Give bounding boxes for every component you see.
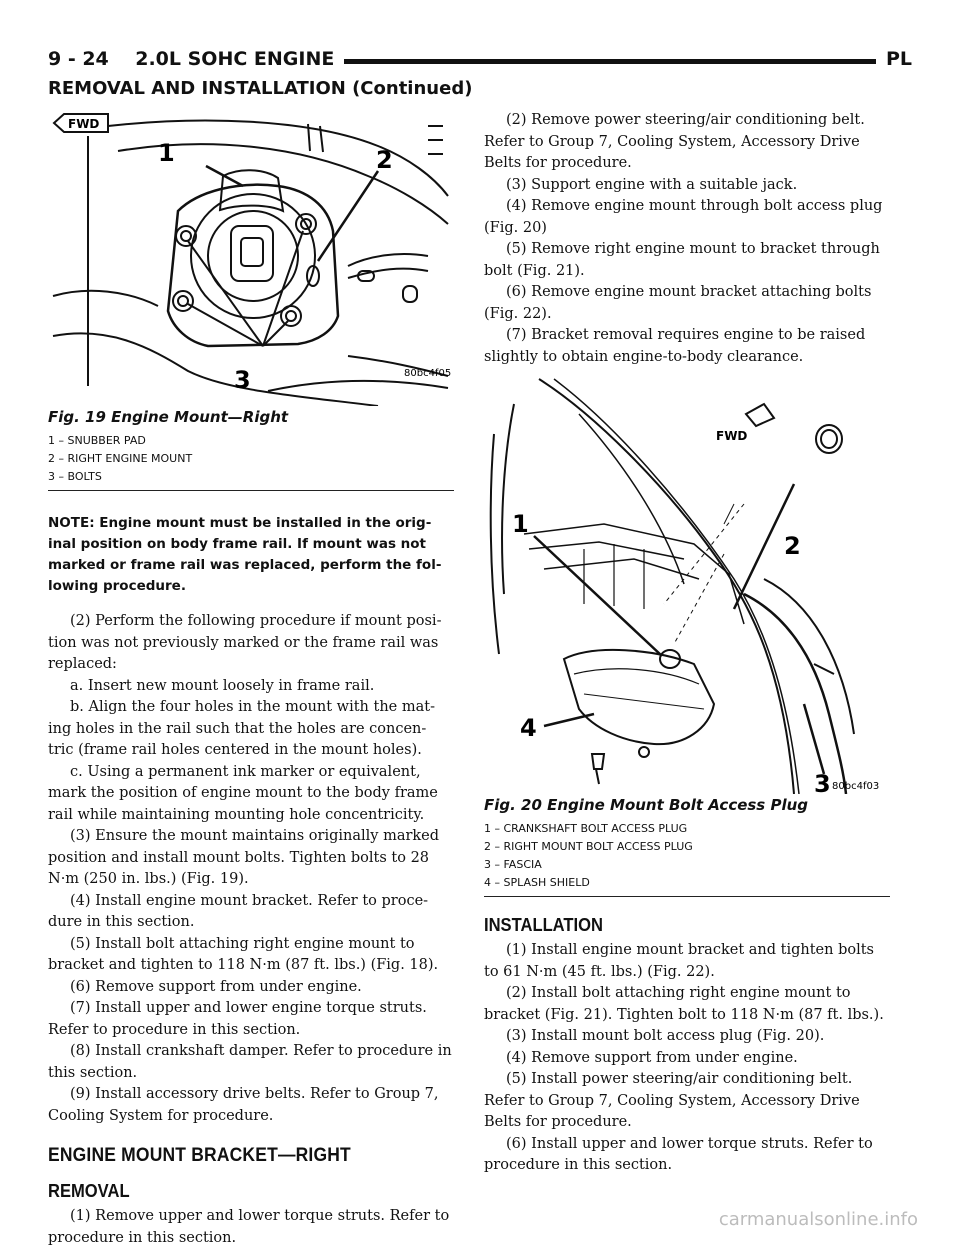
figure-20-legend	[484, 820, 890, 892]
step-paragraph: a. Insert new mount loosely in frame rail.	[70, 677, 375, 694]
step-paragraph: c. Using a permanent ink marker or equivalent, mark the position of engine mount to the body frame rail while maintaining mounting hole concentricity.	[48, 763, 438, 823]
callout-3: 3	[234, 366, 251, 394]
callout-3: 3	[814, 770, 831, 794]
step-paragraph: b. Align the four holes in the mount with the mat- ing holes in the rail such that the holes are concen- tric (frame rail holes centered in the mount holes).	[48, 699, 435, 758]
step-paragraph: (3) Ensure the mount maintains originally marked position and install mount bolts. Tighten bolts to 28 N·m (250 in. lbs.) (Fig. 19).	[48, 828, 440, 887]
step-paragraph: (3) Support engine with a suitable jack.	[506, 176, 798, 193]
fwd-label: FWD	[68, 117, 100, 131]
figure-19	[48, 106, 454, 491]
figure-20-caption: Fig. 20 Engine Mount Bolt Access Plug	[484, 796, 809, 814]
left-column	[48, 106, 454, 1249]
fwd-arrow-icon	[54, 114, 108, 132]
step-paragraph: (8) Install crankshaft damper. Refer to procedure in this section.	[48, 1043, 452, 1081]
legend-item: 1 – CRANKSHAFT BOLT ACCESS PLUG	[484, 822, 688, 835]
watermark: carmanualsonline.info	[718, 1209, 918, 1230]
figure-19-legend	[48, 432, 454, 486]
legend-item: 4 – SPLASH SHIELD	[484, 876, 590, 889]
step-paragraph: (4) Remove support from under engine.	[506, 1049, 798, 1066]
access-plug-illustration	[484, 374, 890, 794]
step-paragraph: (5) Install power steering/air conditioning belt. Refer to Group 7, Cooling System, Accessory Drive Belts for procedure.	[484, 1071, 860, 1130]
step-paragraph: (7) Install upper and lower engine torque struts. Refer to procedure in this section.	[48, 1000, 427, 1038]
model-code: PL	[876, 48, 912, 70]
step-paragraph: (9) Install accessory drive belts. Refer to Group 7, Cooling System for procedure.	[48, 1086, 439, 1124]
page-header	[48, 46, 912, 76]
legend-item: 2 – RIGHT MOUNT BOLT ACCESS PLUG	[484, 840, 693, 853]
step-paragraph: (2) Remove power steering/air conditioning belt. Refer to Group 7, Cooling System, Accessory Drive Belts for procedure.	[484, 112, 865, 171]
engine-mount-illustration	[48, 106, 454, 406]
bracket-heading: ENGINE MOUNT BRACKET—RIGHT	[48, 1145, 351, 1166]
installation-heading: INSTALLATION	[484, 915, 603, 935]
step-paragraph: (6) Remove engine mount bracket attaching bolts (Fig. 22).	[484, 284, 872, 322]
step-paragraph: (4) Install engine mount bracket. Refer to proce- dure in this section.	[48, 892, 429, 930]
step-paragraph: (1) Remove upper and lower torque struts. Refer to procedure in this section.	[48, 1208, 450, 1246]
callout-1: 1	[158, 139, 175, 167]
step-paragraph: (7) Bracket removal requires engine to be raised slightly to obtain engine-to-body clearance.	[484, 327, 866, 365]
figure-divider	[484, 896, 890, 897]
figure-divider	[48, 490, 454, 491]
callout-1: 1	[512, 510, 529, 538]
note-text: NOTE: Engine mount must be installed in the orig- inal position on body frame rail. If mount was not marked or frame rail was replaced, perform the fol- lowing procedure.	[48, 515, 442, 594]
legend-item: 3 – FASCIA	[484, 858, 542, 871]
step-paragraph: (6) Install upper and lower torque struts. Refer to procedure in this section.	[484, 1135, 873, 1173]
legend-item: 1 – SNUBBER PAD	[48, 434, 146, 447]
figure-code: 80bc4f05	[404, 368, 452, 379]
step-paragraph: (3) Install mount bolt access plug (Fig. 20).	[506, 1028, 825, 1044]
legend-item: 2 – RIGHT ENGINE MOUNT	[48, 452, 193, 465]
figure-19-caption: Fig. 19 Engine Mount—Right	[48, 408, 289, 426]
step-paragraph: (4) Remove engine mount through bolt access plug (Fig. 20)	[484, 198, 883, 236]
step-paragraph: (2) Install bolt attaching right engine mount to bracket (Fig. 21). Tighten bolt to 118 N·m (87 ft. lbs.).	[484, 985, 884, 1023]
callout-4: 4	[520, 714, 537, 742]
right-column	[484, 110, 890, 1177]
step-paragraph: (2) Perform the following procedure if mount posi- tion was not previously marked or the frame rail was replaced:	[48, 613, 442, 672]
legend-item: 3 – BOLTS	[48, 470, 102, 483]
fwd-label: FWD	[716, 429, 748, 443]
step-paragraph: (5) Install bolt attaching right engine mount to bracket and tighten to 118 N·m (87 ft. lbs.) (Fig. 18).	[48, 935, 439, 973]
step-paragraph: (5) Remove right engine mount to bracket through bolt (Fig. 21).	[484, 241, 880, 279]
removal-heading: REMOVAL	[48, 1181, 130, 1201]
callout-2: 2	[376, 146, 393, 174]
figure-20	[484, 374, 890, 897]
step-paragraph: (6) Remove support from under engine.	[70, 978, 362, 995]
callout-2: 2	[784, 532, 801, 560]
fwd-arrow-icon	[716, 404, 774, 443]
step-paragraph: (1) Install engine mount bracket and tighten bolts to 61 N·m (45 ft. lbs.) (Fig. 22).	[484, 942, 874, 980]
figure-code: 80bc4f03	[832, 781, 880, 792]
page-ref: 9 - 24 2.0L SOHC ENGINE	[48, 48, 344, 70]
section-title: REMOVAL AND INSTALLATION (Continued)	[48, 78, 473, 99]
